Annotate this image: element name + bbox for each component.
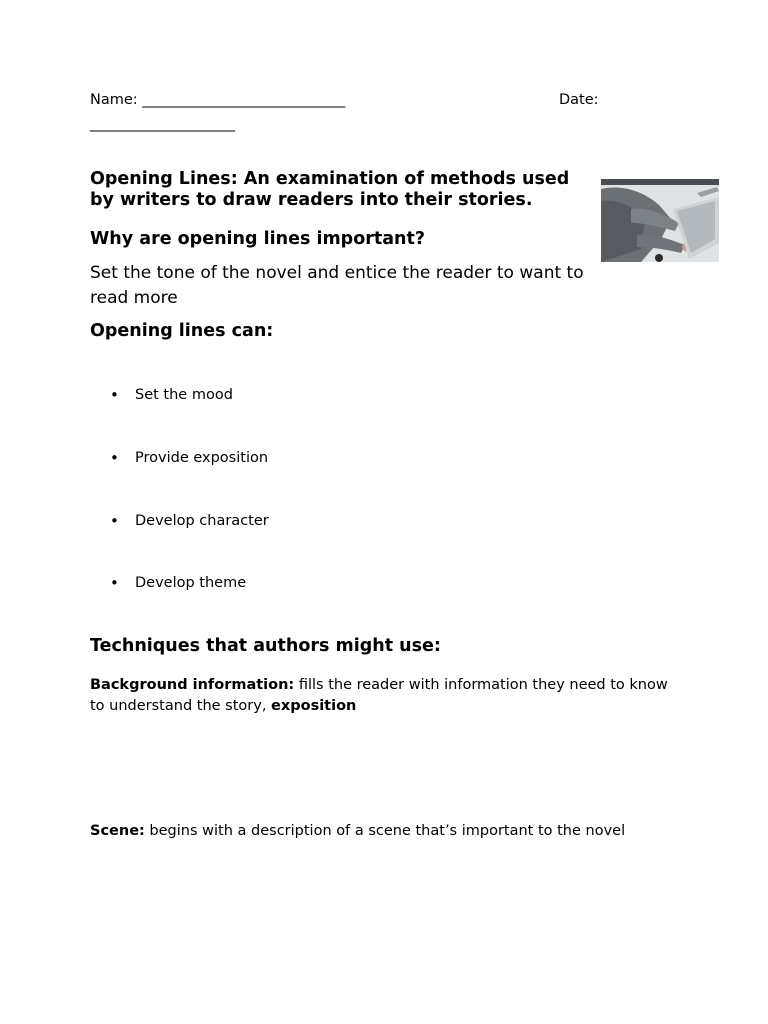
techniques-heading: Techniques that authors might use: — [90, 636, 441, 656]
scene-text: begins with a description of a scene that’s important to the novel — [144, 823, 626, 839]
opening-lines-can-heading: Opening lines can: — [90, 321, 274, 341]
scene-paragraph — [90, 821, 670, 842]
background-term: Background information: — [90, 677, 295, 693]
bullet-icon: • — [110, 512, 119, 530]
why-heading: Why are opening lines important? — [90, 229, 426, 249]
background-text: fills the reader with information they need to know to understand the story, — [90, 677, 668, 714]
bullet-icon: • — [110, 386, 119, 404]
date-label: Date: — [559, 92, 599, 108]
bullet-icon: • — [110, 449, 119, 467]
date-field-line: ____________________ — [90, 116, 235, 132]
person-typing-on-laptop-image — [601, 179, 719, 262]
bullet-icon: • — [110, 574, 119, 592]
list-item-label: Set the mood — [135, 387, 233, 403]
list-item-label: Provide exposition — [135, 450, 269, 466]
list-item — [110, 386, 233, 404]
name-field-line: Name: ____________________________ — [90, 92, 346, 108]
list-item — [110, 512, 269, 530]
why-answer: Set the tone of the novel and entice the reader to want to read more — [90, 263, 584, 308]
background-tail: exposition — [271, 698, 357, 714]
list-item-label: Develop theme — [135, 575, 247, 591]
list-item — [110, 574, 246, 592]
list-item-label: Develop character — [135, 513, 269, 529]
scene-term: Scene: — [90, 823, 145, 839]
worksheet-title: Opening Lines: An examination of methods used by writers to draw readers into their stories. — [90, 169, 570, 210]
list-item — [110, 449, 268, 467]
background-information-paragraph — [90, 675, 670, 717]
